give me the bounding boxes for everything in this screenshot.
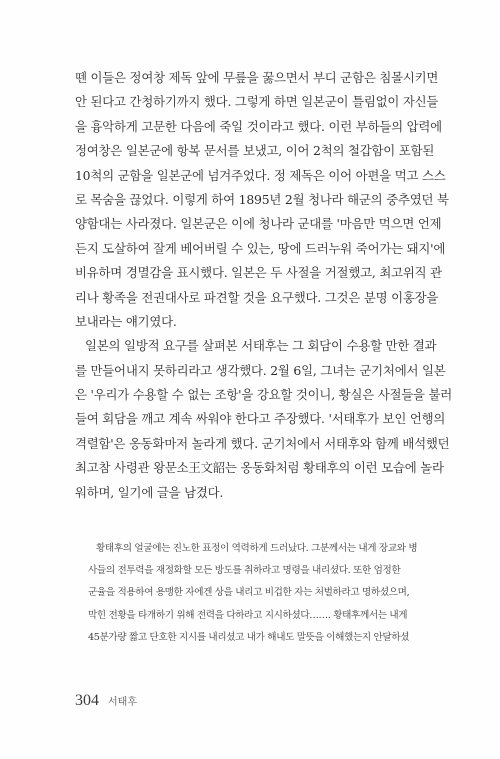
body-line: 뗀 이들은 정여창 제독 앞에 무릎을 꿇으면서 부디 군함은 침몰시키면 [75,70,439,85]
body-line: 를 만들어내지 못하리라고 생각했다. 2월 6일, 그녀는 군기처에서 일본 [75,362,446,378]
body-line: 은 '우리가 수용할 수 없는 조항'을 강요할 것이니, 황실은 사절들을 불러 [75,387,453,403]
body-line: 정여창은 일본군에 항복 문서를 보냈고, 이어 2척의 철갑함이 포함된 [75,143,435,159]
running-title: 서태후 [108,697,137,708]
body-line: 워하며, 일기에 글을 남겼다. [75,484,224,500]
body-line: 10척의 군함을 일본군에 넘겨주었다. 정 제독은 이어 아편을 먹고 스스 [75,167,446,183]
block-quote [88,538,418,649]
body-line: 을 흉악하게 고문한 다음에 죽일 것이라고 했다. 이런 부하들의 압력에 [75,118,442,134]
body-text [75,66,453,505]
quote-line: 45분가량 짧고 단호한 지시를 내리셨고 내가 해내도 말뜻을 이해했는지 안달하셨 [88,631,410,643]
quote-line: 황태후의 얼굴에는 진노한 표정이 역력하게 드러났다. 그분께서는 내게 장교와 병 [96,543,418,554]
body-line: 비유하며 경멸감을 표시했다. 일본은 두 사절을 거절했고, 최고위직 관 [75,265,442,281]
body-line: 일본의 일방적 요구를 살펴본 서태후는 그 회담이 수용할 만한 결과 [85,338,437,354]
quote-line: 막힌 전황을 타개하기 위해 전력을 다하라고 지시하셨다……. 황태후께서는 내게 [88,609,408,621]
body-line: 양함대는 사라졌다. 일본군은 이에 청나라 군대를 '마음만 먹으면 언제 [75,216,442,232]
body-line: 든지 도살하여 잘게 베어버릴 수 있는, 땅에 드러누워 죽어가는 돼지'에 [75,240,446,256]
body-line: 들여 회담을 깨고 계속 싸워야 한다고 주장했다. '서태후가 보인 언행의 [75,411,446,427]
quote-line: 군율을 적용하여 용맹한 자에겐 상을 내리고 비겁한 자는 처벌하라고 명하셨으며, [88,587,410,599]
quote-line: 사들의 전투력을 재정화할 모든 방도를 취하라고 명령을 내리셨다. 또한 엄정한 [88,565,401,577]
page-footer [75,692,137,710]
body-line: 로 목숨을 끊었다. 이렇게 하여 1895년 2월 청나라 해군의 중추였던 북 [75,191,449,207]
body-line: 최고참 사령관 왕문소王文韶는 옹동화처럼 황태후의 이런 모습에 놀라 [75,460,444,476]
body-line: 안 된다고 간청하기까지 했다. 그렇게 하면 일본군이 틀림없이 자신들 [75,94,439,110]
body-line: 리나 황족을 전권대사로 파견할 것을 요구했다. 그것은 분명 이홍장을 [75,289,439,305]
body-line: 격렬함'은 옹동화마저 놀라게 했다. 군기처에서 서태후와 함께 배석했던 [75,435,450,451]
page-number: 304 [75,692,99,709]
body-line: 보내라는 얘기였다. [75,313,177,329]
